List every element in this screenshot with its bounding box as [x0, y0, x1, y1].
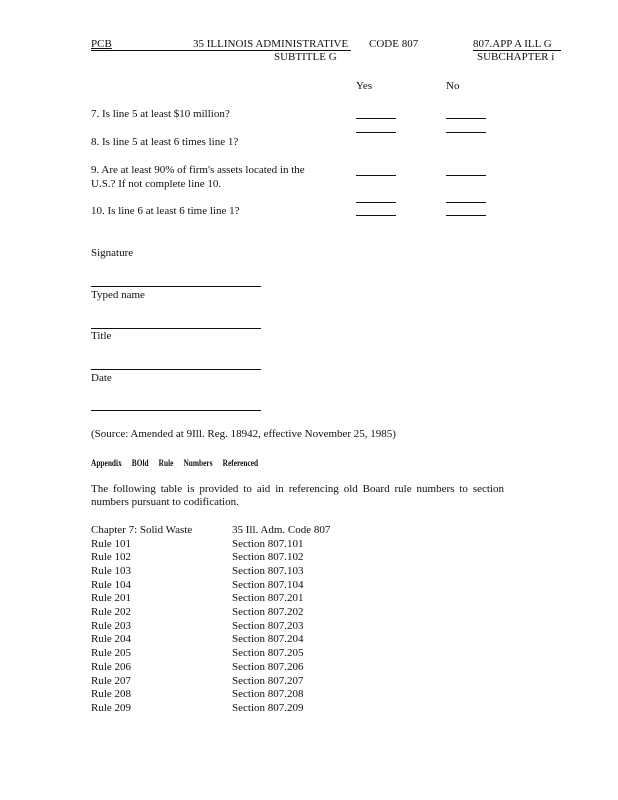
q10-no-blank-a[interactable]	[446, 202, 486, 203]
table-row	[91, 702, 351, 716]
rule-number: Rule 104	[91, 578, 132, 591]
table-row	[91, 606, 351, 620]
signature-line[interactable]	[91, 286, 261, 287]
table-row	[91, 538, 351, 552]
table-row	[91, 620, 351, 634]
appendix-heading: Appendix BOld Rule Numbers Referenced	[91, 458, 259, 468]
header-title: 35 ILLINOIS ADMINISTRATIVE	[193, 38, 349, 50]
rule-number: Rule 205	[91, 647, 132, 660]
question-9: 9. Are at least 90% of firm's assets located in the	[91, 164, 305, 176]
rule-number: Rule 102	[91, 551, 132, 564]
table-row	[91, 551, 351, 565]
rule-number: Rule 103	[91, 564, 132, 577]
q10-yes-blank-a[interactable]	[356, 202, 396, 203]
table-row	[91, 592, 351, 606]
column-no: No	[446, 80, 460, 92]
header-pcb: PCB	[91, 38, 112, 50]
section-number: Section 807.205	[232, 647, 304, 660]
q10-no-blank-b[interactable]	[446, 215, 486, 216]
typed-name-line[interactable]	[91, 328, 261, 329]
table-row	[91, 579, 351, 593]
date-label: Date	[91, 372, 112, 384]
section-number: Section 807.104	[232, 578, 304, 591]
section-number: Section 807.102	[232, 551, 304, 564]
intro-line-2: numbers pursuant to codification.	[91, 496, 239, 508]
date-line[interactable]	[91, 410, 261, 411]
rule-number: Rule 209	[91, 701, 132, 714]
rule-number: Rule 208	[91, 688, 132, 701]
section-number: Section 807.101	[232, 537, 304, 550]
question-9-cont: U.S.? If not complete line 10.	[91, 178, 222, 190]
question-8: 8. Is line 5 at least 6 times line 1?	[91, 136, 239, 148]
section-number: Section 807.206	[232, 660, 304, 673]
section-number: Section 807.209	[232, 701, 304, 714]
source-note: (Source: Amended at 9Ill. Reg. 18942, effective November 25, 1985)	[91, 428, 396, 440]
title-label: Title	[91, 330, 112, 342]
rule-number: Rule 202	[91, 606, 132, 618]
section-number: Section 807.103	[232, 564, 304, 577]
table-header-right: 35 Ill. Adm. Code 807	[232, 524, 331, 536]
table-row	[91, 647, 351, 661]
section-number: Section 807.207	[232, 674, 304, 687]
header-code: CODE 807	[369, 38, 419, 50]
q7-yes-blank[interactable]	[356, 118, 396, 119]
rule-number: Rule 101	[91, 537, 132, 550]
table-row	[91, 633, 351, 647]
typed-name-label: Typed name	[91, 289, 145, 301]
header-rule-right	[473, 50, 561, 51]
table-row	[91, 565, 351, 579]
signature-label: Signature	[91, 247, 134, 259]
q7-no-blank[interactable]	[446, 118, 486, 119]
table-row	[91, 661, 351, 675]
rule-number: Rule 204	[91, 633, 132, 646]
q8-no-blank[interactable]	[446, 132, 486, 133]
section-number: Section 807.202	[232, 606, 304, 618]
section-number: Section 807.208	[232, 688, 304, 701]
q9-yes-blank[interactable]	[356, 175, 396, 176]
section-number: Section 807.201	[232, 592, 304, 605]
title-line[interactable]	[91, 369, 261, 370]
rule-number: Rule 207	[91, 674, 132, 687]
q9-no-blank[interactable]	[446, 175, 486, 176]
rule-number: Rule 203	[91, 619, 132, 632]
table-row	[91, 675, 351, 689]
intro-line-1: The following table is provided to aid in referencing old Board rule numbers to section	[91, 483, 504, 495]
rule-number: Rule 201	[91, 592, 132, 605]
column-yes: Yes	[356, 80, 373, 92]
q10-yes-blank-b[interactable]	[356, 215, 396, 216]
q8-yes-blank[interactable]	[356, 132, 396, 133]
table-row	[91, 688, 351, 702]
header-appendix: 807.APP A ILL G	[473, 38, 552, 50]
section-number: Section 807.204	[232, 633, 304, 646]
question-7: 7. Is line 5 at least $10 million?	[91, 108, 230, 120]
rule-number: Rule 206	[91, 660, 132, 673]
header-subchapter: SUBCHAPTER i	[477, 51, 555, 63]
question-10: 10. Is line 6 at least 6 time line 1?	[91, 205, 240, 217]
table-header-left: Chapter 7: Solid Waste	[91, 524, 193, 536]
header-subtitle: SUBTITLE G	[274, 51, 337, 63]
section-number: Section 807.203	[232, 619, 304, 632]
